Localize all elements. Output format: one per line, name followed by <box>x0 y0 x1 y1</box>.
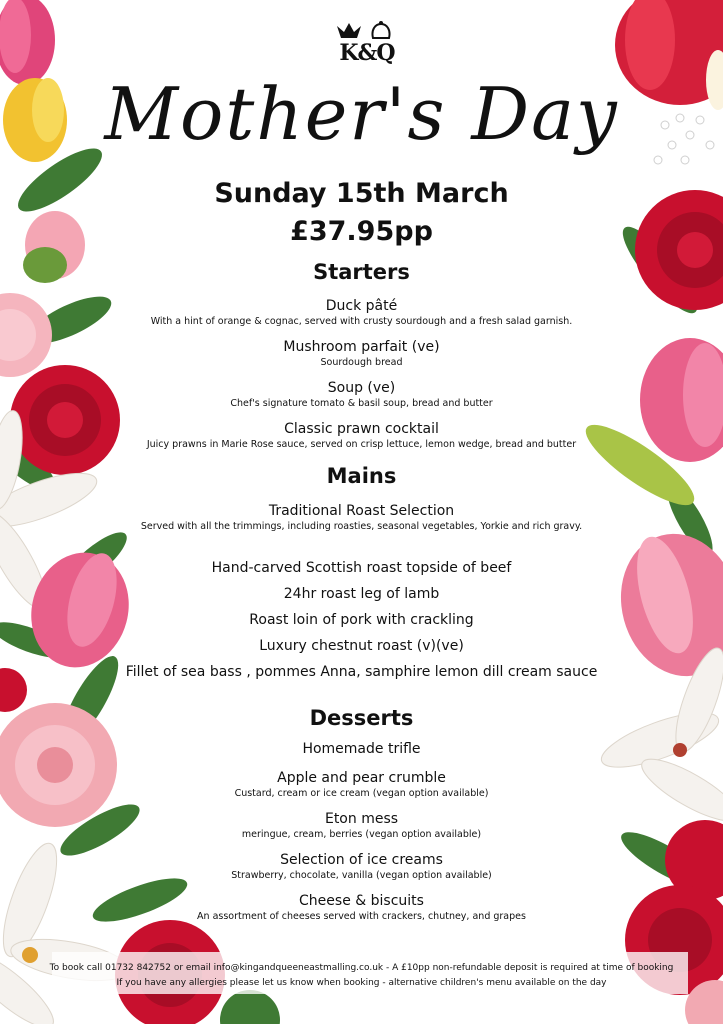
starter-desc: Chef's signature tomato & basil soup, bread and butter <box>230 398 493 409</box>
dessert-desc: meringue, cream, berries (vegan option available) <box>241 829 482 840</box>
starters-heading: Starters <box>313 260 410 284</box>
king-and-queen-logo <box>331 20 403 70</box>
starter-name: Mushroom parfait (ve) <box>283 339 440 355</box>
mains-intro-desc: Served with all the trimmings, including roasties, seasonal vegetables, Yorkie and rich gravy. <box>140 521 583 532</box>
main-dish: Fillet of sea bass , pommes Anna, samphire lemon dill cream sauce <box>125 664 598 680</box>
main-dish: Luxury chestnut roast (v)(ve) <box>259 638 464 654</box>
mains-heading: Mains <box>326 464 397 488</box>
dessert-name: Selection of ice creams <box>280 852 443 868</box>
starter-name: Soup (ve) <box>327 380 396 396</box>
crown-icon <box>331 20 403 42</box>
dessert-desc: Custard, cream or ice cream (vegan option available) <box>234 788 489 799</box>
mains-intro-name: Traditional Roast Selection <box>268 503 455 519</box>
desserts-heading: Desserts <box>309 706 414 730</box>
dessert-name: Cheese & biscuits <box>299 893 424 909</box>
allergy-info-line: If you have any allergies please let us know when booking - alternative children's menu available on the day <box>116 978 607 988</box>
dessert-name: Apple and pear crumble <box>277 770 446 786</box>
starter-desc: With a hint of orange & cognac, served with crusty sourdough and a fresh salad garnish. <box>150 316 573 327</box>
dessert-desc: Strawberry, chocolate, vanilla (vegan option available) <box>231 870 492 881</box>
starter-name: Duck pâté <box>325 298 398 314</box>
starter-desc: Juicy prawns in Marie Rose sauce, served on crisp lettuce, lemon wedge, bread and butter <box>146 439 577 450</box>
dessert-name: Homemade trifle <box>302 741 421 757</box>
booking-info-line: To book call 01732 842752 or email info@kingandqueeneastmalling.co.uk - A £10pp non-refundable deposit is required at time of booking <box>49 963 674 973</box>
price-per-person: £37.95pp <box>290 216 433 247</box>
event-date: Sunday 15th March <box>214 178 509 209</box>
main-dish: Hand-carved Scottish roast topside of beef <box>211 560 512 576</box>
main-dish: Roast loin of pork with crackling <box>249 612 474 628</box>
page-title: Mother's Day <box>104 72 619 156</box>
dessert-desc: An assortment of cheeses served with crackers, chutney, and grapes <box>197 911 526 922</box>
main-dish: 24hr roast leg of lamb <box>283 586 440 602</box>
starter-name: Classic prawn cocktail <box>284 421 439 437</box>
starter-desc: Sourdough bread <box>320 357 403 368</box>
dessert-name: Eton mess <box>324 811 399 827</box>
logo-text: K&Q <box>339 40 395 66</box>
